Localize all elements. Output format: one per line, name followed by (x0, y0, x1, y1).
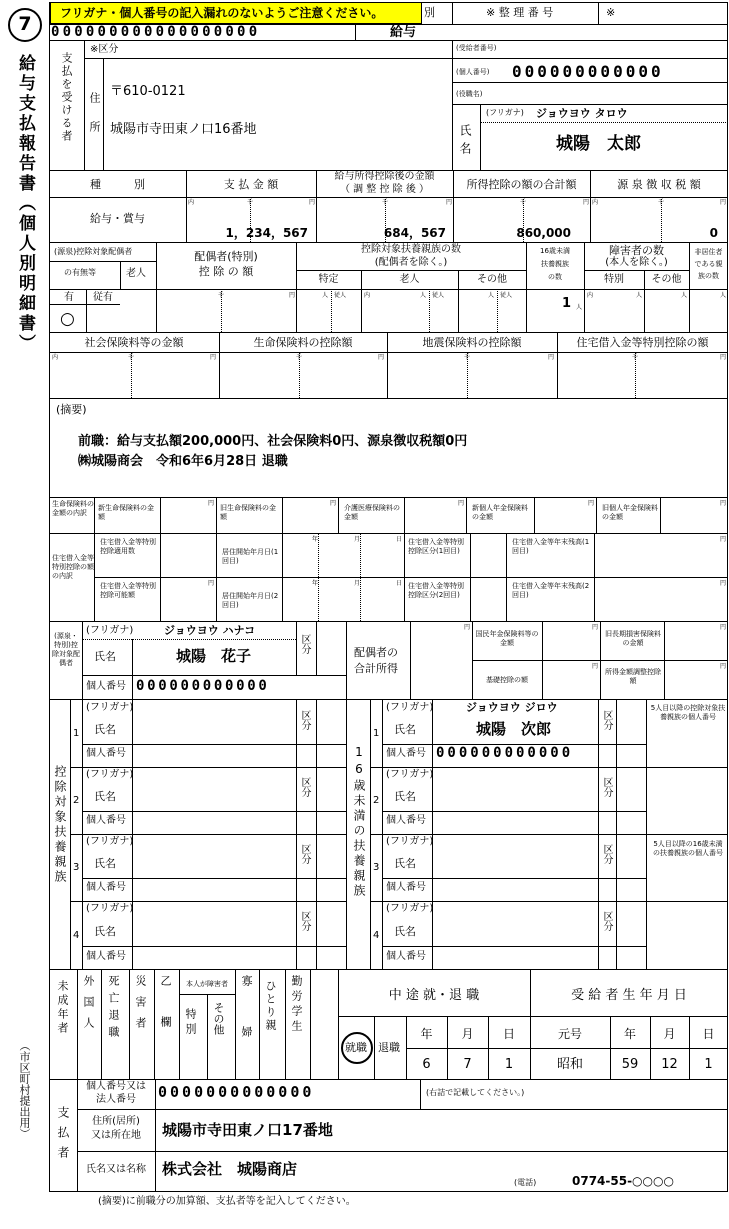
recipient-furigana: ジョウヨウ タロウ (536, 107, 628, 120)
shu-label: 就職 (345, 1041, 367, 1054)
saigai-label: 災害者 (134, 975, 147, 1038)
hikyo-3: 族の数 (698, 272, 719, 280)
u16-3: の数 (548, 273, 562, 281)
form-bottom-label: （市区町村提出用） (18, 1040, 31, 1139)
jutaku-breakdown-label: 住宅借入金等特別控除の額の内訳 (52, 554, 94, 580)
name-label: 氏名 (458, 124, 472, 160)
payer-num-label-1: 個人番号又は (86, 1081, 146, 1092)
child-n1: 1 (373, 728, 380, 739)
child3-kojin-label: 個人番号 (386, 882, 426, 893)
chuto-label: 中 途 就・退 職 (388, 988, 480, 1003)
code-row: 000000000000000000 (51, 24, 261, 40)
tokutei-label: 特定 (318, 274, 339, 285)
spouse-gokei-1: 配偶者の (354, 646, 398, 659)
h-after-2: （ 調 整 控 除 後 ） (339, 184, 430, 195)
kyuyo-label: 給与 (390, 25, 417, 40)
shin-seimei-label: 新生命保険料の金額 (98, 504, 154, 521)
sonota-status-label: その他 (212, 1002, 225, 1035)
kinro-label: 勤労学生 (290, 975, 303, 1035)
payer-num-label-2: 法人番号 (96, 1094, 136, 1105)
child1-name-label: 氏名 (394, 723, 416, 736)
fuyo3-furigana-label: (フリガナ) (86, 836, 134, 847)
tax-amount: 0 (709, 226, 718, 240)
jutaku-label: 住宅借入金等特別控除の額 (576, 336, 709, 349)
fuyo1-name-label: 氏名 (94, 723, 116, 736)
kaishi1-label: 居住開始年月日(1回目) (222, 548, 279, 565)
shakai-label: 社会保険料等の金額 (84, 336, 184, 349)
fuyo1-furigana-label: (フリガナ) (86, 702, 134, 713)
child-n3: 3 (373, 862, 380, 873)
kyu-chouki-label: 旧長期損害保険料の金額 (605, 630, 661, 647)
chosei-label: 所得金額調整控除額 (605, 668, 661, 685)
gaikoku-label: 外国人 (82, 975, 95, 1038)
honnin-label: 本人が障害者 (186, 980, 228, 988)
hitori-label: ひとり親 (264, 980, 277, 1032)
roujin2-label: 老人 (399, 274, 420, 285)
u16-1: 16歳未満 (540, 247, 570, 255)
recipient-label: 支払を受ける者 (60, 52, 73, 143)
child2-kojin-label: 個人番号 (386, 815, 426, 826)
spouse-section-label: (源泉・特別)控除対象配偶者 (52, 632, 80, 667)
spouse-name: 城陽 花子 (176, 647, 252, 665)
tekiyo-line1: 前職：給与支払額200,000円、社会保険料0円、源泉徴収税額0円 (78, 434, 468, 449)
fuyo-n1: 1 (73, 728, 80, 739)
birth-tsuki: 月 (663, 1027, 676, 1041)
tekiyo-line2: ㈱城陽商会 令和6年6月28日 退職 (78, 454, 288, 469)
kubetsu-fragment: 別 (424, 6, 435, 19)
tokubetsu-label: 特別 (184, 1008, 197, 1038)
juku-label: (受給者番号) (456, 44, 497, 52)
child1-kubun: 区分 (601, 710, 612, 730)
shu-day: 1 (504, 1057, 514, 1072)
fuyo1-kojin-label: 個人番号 (86, 748, 126, 759)
chuto-nen: 年 (420, 1027, 433, 1041)
u16-2: 扶養親族 (541, 260, 569, 268)
fuyo1-kubun: 区分 (299, 710, 310, 730)
furigana-label: (フリガナ) (486, 108, 524, 117)
chuto-tsuki: 月 (461, 1027, 474, 1041)
jishin-label: 地震保険料の控除額 (422, 336, 522, 349)
spouse-gokei-2: 合計所得 (354, 662, 398, 675)
seiri-mark: ※ (606, 6, 616, 19)
row-label: 給与・賞与 (90, 212, 145, 225)
spouse-furigana: ジョウヨウ ハナコ (164, 624, 256, 637)
fuyo4-kubun: 区分 (299, 911, 310, 931)
h-pay: 支 払 金 額 (223, 178, 279, 191)
recipient-mynumber: 000000000000 (512, 62, 664, 81)
payer-name-label: 氏名又は名称 (86, 1164, 146, 1175)
payer-address: 城陽市寺田東ノ口17番地 (162, 1121, 333, 1139)
fuyo3-kojin-label: 個人番号 (86, 882, 126, 893)
child2-furigana-label: (フリガナ) (386, 769, 434, 780)
child3-furigana-label: (フリガナ) (386, 836, 434, 847)
footer-note: (摘要)に前職分の加算額、支払者等を記入してください。 (98, 1196, 356, 1207)
seimei-breakdown-label: 生命保険料の金額の内訳 (52, 500, 94, 517)
child1-kojin-label: 個人番号 (386, 748, 426, 759)
spouse-furigana-label: (フリガナ) (86, 625, 134, 636)
kanou-label: 住宅借入金等特別控除可能額 (100, 582, 156, 599)
spouse-kojin-label: 個人番号 (86, 681, 126, 692)
shibou-label: 死亡退職 (107, 975, 120, 1043)
fuyo-n3: 3 (73, 862, 80, 873)
fuyo-head-1: 控除対象扶養親族の数 (361, 244, 461, 255)
kiso-label: 基礎控除の額 (486, 676, 528, 684)
kokumin-label: 国民年金保険料等の金額 (475, 630, 539, 647)
spouse-head-1: (源泉)控除対象配偶者 (54, 247, 133, 256)
tekiyo-label: (摘要) (56, 403, 87, 416)
shogai-2: (本人を除く。) (605, 257, 668, 268)
payer-number: 0000000000000 (158, 1083, 315, 1101)
kubun2-label: 住宅借入金等特別控除区分(2回目) (408, 582, 464, 599)
child-n2: 2 (373, 795, 380, 806)
kaigo-label: 介護医療保険料の金額 (344, 504, 400, 521)
child3-kubun: 区分 (601, 844, 612, 864)
child-n4: 4 (373, 930, 380, 941)
spouse-mark: ○ (60, 309, 75, 329)
postal-code: 〒610-0121 (110, 84, 186, 99)
notice-text: フリガナ・個人番号の記入漏れのないようご注意ください。 (60, 6, 384, 20)
child-furigana: ジョウヨウ ジロウ (466, 701, 558, 714)
child-mynumber: 000000000000 (436, 745, 574, 761)
fuyo3-name-label: 氏名 (94, 857, 116, 870)
tekiyo-su-label: 住宅借入金等特別控除適用数 (100, 538, 156, 555)
fuyo4-furigana-label: (フリガナ) (86, 903, 134, 914)
fuyo3-kubun: 区分 (299, 844, 310, 864)
spouse-head-2: の有無等 (64, 268, 96, 277)
child-name: 城陽 次郎 (476, 720, 552, 738)
birth-hi: 日 (702, 1027, 715, 1041)
tai-label: 退職 (378, 1041, 400, 1054)
kafu-label: 寡婦 (240, 975, 253, 1077)
form-title: 給与支払報告書（個人別明細書） (15, 54, 35, 354)
h-type: 種 別 (90, 178, 145, 191)
child2-name-label: 氏名 (394, 790, 416, 803)
seiri-label: ※ 整 理 番 号 (486, 6, 554, 19)
fuyo-n2: 2 (73, 795, 80, 806)
recipient-address: 城陽市寺田東ノ口16番地 (110, 122, 257, 137)
child4-furigana-label: (フリガナ) (386, 903, 434, 914)
recipient-name: 城陽 太郎 (556, 134, 641, 154)
child4-kubun: 区分 (601, 911, 612, 931)
fuyo2-kojin-label: 個人番号 (86, 815, 126, 826)
yakushoku-label: (役職名) (456, 90, 483, 98)
shu-year: 6 (422, 1057, 431, 1072)
fuyo2-name-label: 氏名 (94, 790, 116, 803)
tel-label: (電話) (514, 1178, 537, 1187)
payer-name: 株式会社 城陽商店 (162, 1160, 298, 1178)
haigu-2: 控 除 の 額 (198, 265, 254, 278)
payer-right-note: (右詰で記載してください。) (426, 1088, 525, 1097)
sonota2-label: その他 (651, 274, 682, 285)
birth-year: 59 (621, 1057, 639, 1072)
u16-label: 16歳未満の扶養親族 (352, 745, 366, 899)
spouse-name-label: 氏名 (94, 650, 116, 663)
payer-label: 支払者 (56, 1106, 70, 1166)
fuyo4-name-label: 氏名 (94, 925, 116, 938)
h-after-1: 給与所得控除後の金額 (334, 171, 435, 182)
kubun-label: ※区分 (90, 44, 119, 55)
note5-1: 5人目以降の控除対象扶養親族の個人番号 (650, 704, 726, 721)
spouse-mynumber: 000000000000 (136, 678, 270, 694)
child4-kojin-label: 個人番号 (386, 951, 426, 962)
seinen-label: 受 給 者 生 年 月 日 (571, 988, 687, 1003)
after-amount: 684，567 (383, 226, 446, 240)
spouse-kubun: 区分 (299, 634, 310, 654)
kojin-label: (個人番号) (456, 68, 490, 76)
chuto-hi: 日 (502, 1027, 515, 1041)
h-deduct: 所得控除の額の合計額 (466, 178, 577, 191)
birth-era: 昭和 (556, 1057, 583, 1072)
kyu-nenkin-label: 旧個人年金保険料の金額 (602, 504, 658, 521)
haigu-1: 配偶者(特別) (194, 250, 258, 263)
gengo-label: 元号 (557, 1027, 582, 1041)
payer-addr-label-1: 住所(居所) (92, 1116, 140, 1127)
fuyo4-kojin-label: 個人番号 (86, 951, 126, 962)
birth-day: 1 (704, 1057, 713, 1072)
pay-amount: 1，234，567 (225, 226, 308, 240)
otsu-label: 乙欄 (159, 975, 172, 1057)
roujin-label: 老人 (126, 268, 146, 279)
note5-2: 5人目以降の16歳未満の扶養親族の個人番号 (653, 840, 723, 857)
fuyo-label: 控除対象扶養親族 (53, 765, 67, 885)
hikyo-2: である親 (694, 260, 723, 268)
zandaka1-label: 住宅借入金等年末残高(1回目) (512, 538, 590, 555)
h-tax: 源 泉 徴 収 税 額 (617, 178, 701, 191)
sonota-label: その他 (477, 274, 507, 285)
payer-tel: 0774-55-○○○○ (572, 1174, 674, 1188)
child3-name-label: 氏名 (394, 857, 416, 870)
shogai-1: 障害者の数 (609, 244, 664, 257)
birth-month: 12 (661, 1057, 678, 1072)
zandaka2-label: 住宅借入金等年末残高(2回目) (512, 582, 590, 599)
seimei-label: 生命保険料の控除額 (253, 336, 353, 349)
fuyo2-furigana-label: (フリガナ) (86, 769, 134, 780)
mineen-label: 未成年者 (56, 980, 69, 1036)
hikyo-1: 非居住者 (694, 248, 723, 256)
child2-kubun: 区分 (601, 777, 612, 797)
kubun1-label: 住宅借入金等特別控除区分(1回目) (408, 538, 464, 555)
child4-name-label: 氏名 (394, 925, 416, 938)
ari-label: 有 (64, 292, 74, 303)
fuyo2-kubun: 区分 (299, 777, 310, 797)
form-number: 7 (18, 13, 32, 35)
kaishi2-label: 居住開始年月日(2回目) (222, 592, 279, 609)
child1-furigana-label: (フリガナ) (386, 702, 434, 713)
shu-month: 7 (463, 1057, 472, 1072)
payer-addr-label-2: 又は所在地 (91, 1130, 141, 1141)
address-label: 住所 (88, 92, 101, 150)
birth-nen: 年 (623, 1027, 636, 1041)
juu-label: 従有 (93, 292, 113, 303)
fuyo-head-2: (配偶者を除く。) (374, 257, 448, 268)
shin-nenkin-label: 新個人年金保険料の金額 (472, 504, 528, 521)
fuyo-n4: 4 (73, 930, 80, 941)
kyu-seimei-label: 旧生命保険料の金額 (220, 504, 276, 521)
deduct-amount: 860,000 (516, 226, 571, 240)
tokubetsu-label: 特別 (604, 274, 624, 285)
u16-count: 1 (562, 296, 572, 311)
